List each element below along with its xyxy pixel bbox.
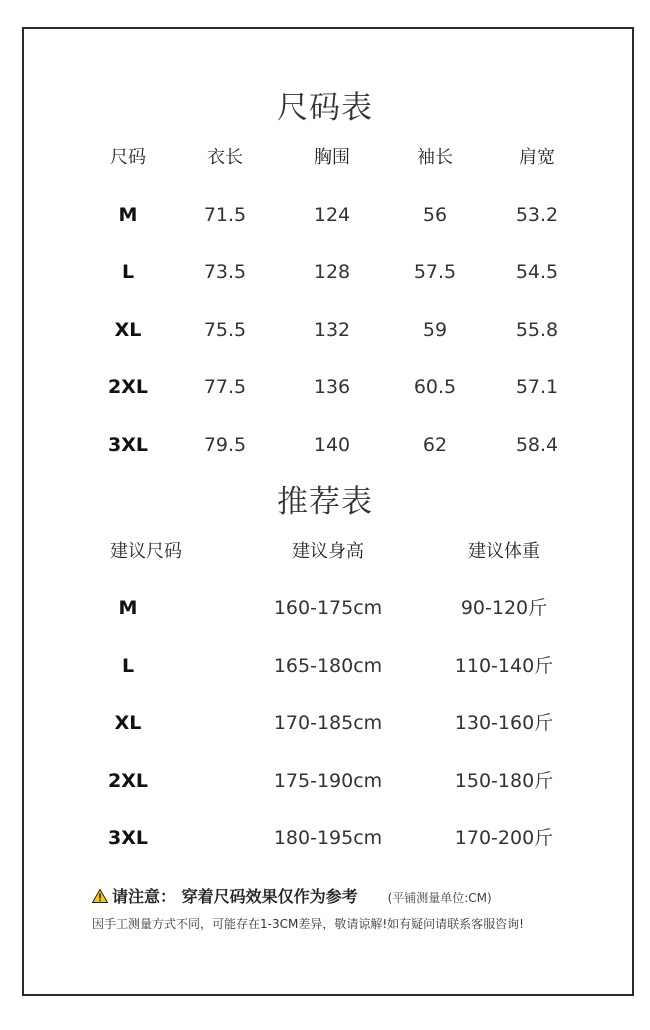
weight-range: 130-160斤 [454, 712, 554, 734]
caution-note [92, 884, 492, 907]
sleeve-value: 57.5 [413, 261, 457, 283]
shoulder-value: 53.2 [515, 204, 559, 226]
header-sleeve: 袖长 [417, 147, 453, 168]
sleeve-value: 56 [422, 204, 448, 226]
size-label: L [121, 655, 135, 677]
table-row [0, 651, 650, 681]
header-suggested-height: 建议身高 [292, 541, 364, 562]
table-row [0, 430, 650, 460]
caution-text: 请注意： 穿着尺码效果仅作为参考 [112, 887, 358, 906]
weight-range: 170-200斤 [454, 827, 554, 849]
size-label: 2XL [108, 376, 148, 398]
header-chest: 胸围 [314, 147, 350, 168]
shoulder-value: 55.8 [515, 319, 559, 341]
height-range: 160-175cm [273, 597, 383, 619]
table-row [0, 766, 650, 796]
sleeve-value: 59 [422, 319, 448, 341]
chest-value: 136 [313, 376, 351, 398]
sleeve-value: 60.5 [413, 376, 457, 398]
length-value: 73.5 [203, 261, 247, 283]
length-value: 79.5 [203, 434, 247, 456]
height-range: 165-180cm [273, 655, 383, 677]
header-length: 衣长 [207, 147, 243, 168]
length-value: 75.5 [203, 319, 247, 341]
table-row [0, 315, 650, 345]
table-row [0, 200, 650, 230]
header-shoulder: 肩宽 [519, 147, 555, 168]
size-label: M [118, 597, 138, 619]
sleeve-value: 62 [422, 434, 448, 456]
header-suggested-weight: 建议体重 [468, 541, 540, 562]
recommend-table-header [0, 537, 650, 567]
height-range: 170-185cm [273, 712, 383, 734]
size-label: 2XL [108, 770, 148, 792]
shoulder-value: 54.5 [515, 261, 559, 283]
size-label: 3XL [108, 827, 148, 849]
length-value: 77.5 [203, 376, 247, 398]
recommend-table-title: 推荐表 [277, 484, 373, 520]
weight-range: 90-120斤 [460, 597, 548, 619]
shoulder-value: 58.4 [515, 434, 559, 456]
table-row [0, 708, 650, 738]
height-range: 175-190cm [273, 770, 383, 792]
table-row [0, 593, 650, 623]
chest-value: 140 [313, 434, 351, 456]
header-suggested-size: 建议尺码 [110, 541, 182, 562]
table-row [0, 823, 650, 853]
chest-value: 128 [313, 261, 351, 283]
shoulder-value: 57.1 [515, 376, 559, 398]
header-size: 尺码 [110, 147, 146, 168]
unit-note: (平铺测量单位:CM) [387, 891, 492, 905]
length-value: 71.5 [203, 204, 247, 226]
table-row [0, 372, 650, 402]
warning-triangle-icon [92, 888, 108, 902]
table-row [0, 257, 650, 287]
size-label: XL [114, 712, 142, 734]
chest-value: 124 [313, 204, 351, 226]
size-label: M [118, 204, 138, 226]
size-table-title: 尺码表 [277, 90, 373, 126]
size-label: XL [114, 319, 142, 341]
size-label: L [121, 261, 135, 283]
size-label: 3XL [108, 434, 148, 456]
weight-range: 110-140斤 [454, 655, 554, 677]
weight-range: 150-180斤 [454, 770, 554, 792]
disclaimer-note: 因手工测量方式不同，可能存在1-3CM差异，敬请谅解!如有疑问请联系客服咨询! [92, 917, 524, 931]
chest-value: 132 [313, 319, 351, 341]
height-range: 180-195cm [273, 827, 383, 849]
size-table-header [0, 143, 650, 173]
